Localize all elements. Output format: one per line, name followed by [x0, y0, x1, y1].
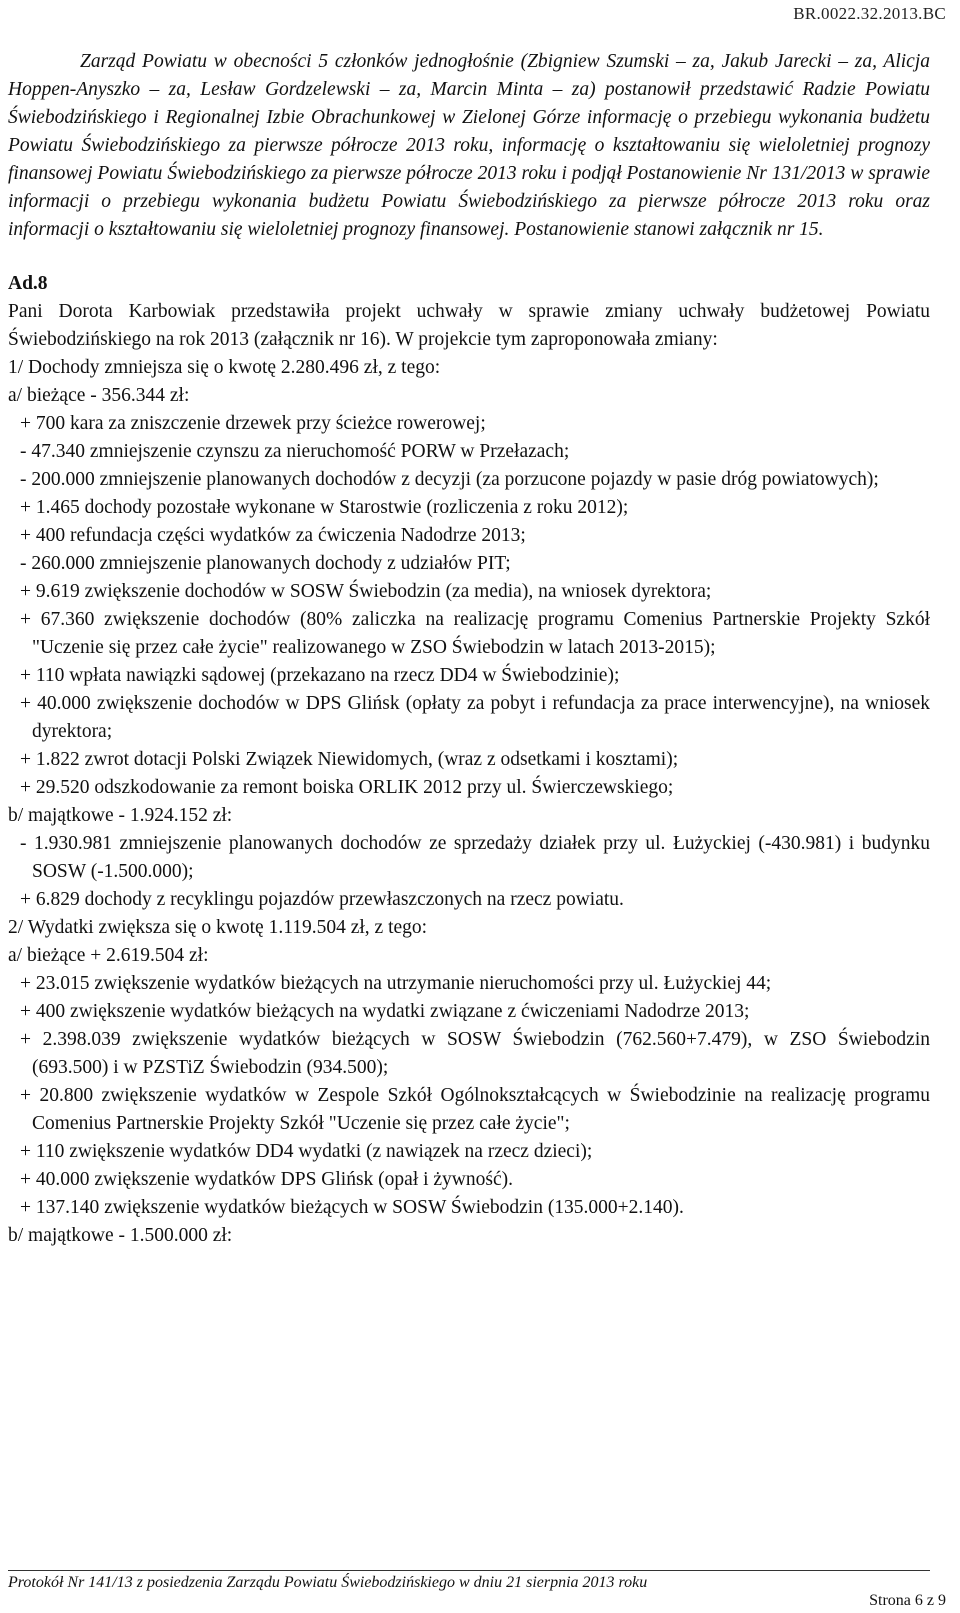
list-item: + 137.140 zwiększenie wydatków bieżących w SOSW Świebodzin (135.000+2.140).: [20, 1197, 684, 1218]
expense-current-title: a/ bieżące + 2.619.504 zł:: [8, 945, 209, 966]
section-heading-ad8: Ad.8: [8, 273, 48, 294]
list-item: + 400 refundacja części wydatków za ćwiczenia Nadodrze 2013;: [20, 525, 526, 546]
footer-text: Protokół Nr 141/13 z posiedzenia Zarządu Powiatu Świebodzińskiego w dniu 21 sierpnia 2013 roku: [8, 1574, 648, 1591]
expense-current-list: [8, 970, 930, 1222]
expense-title: 2/ Wydatki zwiększa się o kwotę 1.119.504 zł, z tego:: [8, 917, 428, 938]
list-item: + 1.465 dochody pozostałe wykonane w Starostwie (rozliczenia z roku 2012);: [20, 497, 629, 518]
list-item: + 700 kara za zniszczenie drzewek przy ścieżce rowerowej;: [20, 413, 486, 434]
list-item: + 1.822 zwrot dotacji Polski Związek Niewidomych, (wraz z odsetkami i kosztami);: [20, 749, 679, 770]
list-item: - 1.930.981 zmniejszenie planowanych dochodów ze sprzedaży działek przy ul. Łużyckiej (-430.981) i budynku SOSW (-1.500.000);: [20, 833, 930, 882]
list-item: + 40.000 zwiększenie dochodów w DPS Glińsk (opłaty za pobyt i refundacja za prace interwencyjne), na wniosek dyrektora;: [20, 693, 930, 742]
income-current-list: [8, 410, 930, 802]
list-item: + 110 wpłata nawiązki sądowej (przekazano na rzecz DD4 w Świebodzinie);: [20, 665, 620, 686]
expense-property-title: b/ majątkowe - 1.500.000 zł:: [8, 1225, 233, 1246]
list-item: + 110 zwiększenie wydatków DD4 wydatki (z nawiązek na rzecz dzieci);: [20, 1141, 593, 1162]
document-code: BR.0022.32.2013.BC: [793, 4, 946, 23]
intro-paragraph: Zarząd Powiatu w obecności 5 członków jednogłośnie (Zbigniew Szumski – za, Jakub Jarecki – za, Alicja Hoppen-Anyszko – za, Lesław Gordzelewski – za, Marcin Minta – za) postanowił przedstawić Radzie Powiatu Świebodzińskiego i Regionalnej Izbie Obrachunkowej w Zielonej Górze informację o przebiegu wykonania budżetu Powiatu Świebodzińskiego za pierwsze półrocze 2013 roku, informację o kształtowaniu się wieloletniej prognozy finansowej Powiatu Świebodzińskiego za pierwsze półrocze 2013 roku i podjął Postanowienie Nr 131/2013 w sprawie informacji o przebiegu wykonania budżetu Powiatu Świebodzińskiego za pierwsze półrocze 2013 roku oraz informacji o kształtowaniu się wieloletniej prognozy finansowej. Postanowienie stanowi załącznik nr 15.: [8, 51, 930, 240]
income-title: 1/ Dochody zmniejsza się o kwotę 2.280.496 zł, z tego:: [8, 357, 441, 378]
list-item: - 200.000 zmniejszenie planowanych dochodów z decyzji (za porzucone pojazdy w pasie dróg powiatowych);: [20, 469, 879, 490]
list-item: - 260.000 zmniejszenie planowanych dochody z udziałów PIT;: [20, 553, 511, 574]
list-item: + 400 zwiększenie wydatków bieżących na wydatki związane z ćwiczeniami Nadodrze 2013;: [20, 1001, 750, 1022]
list-item: + 2.398.039 zwiększenie wydatków bieżących w SOSW Świebodzin (762.560+7.479), w ZSO Świebodzin (693.500) i w PZSTiZ Świebodzin (934.500);: [20, 1029, 930, 1078]
list-item: - 47.340 zmniejszenie czynszu za nieruchomość PORW w Przełazach;: [20, 441, 570, 462]
list-item: + 40.000 zwiększenie wydatków DPS Glińsk (opał i żywność).: [20, 1169, 514, 1190]
list-item: + 29.520 odszkodowanie za remont boiska ORLIK 2012 przy ul. Świerczewskiego;: [20, 777, 674, 798]
ad8-intro: Pani Dorota Karbowiak przedstawiła projekt uchwały w sprawie zmiany uchwały budżetowej Powiatu Świebodzińskiego na rok 2013 (załącznik nr 16). W projekcie tym zaproponowała zmiany:: [8, 301, 930, 350]
income-property-title: b/ majątkowe - 1.924.152 zł:: [8, 805, 233, 826]
footer-divider: [8, 1570, 930, 1571]
list-item: + 23.015 zwiększenie wydatków bieżących na utrzymanie nieruchomości przy ul. Łużyckiej 44;: [20, 973, 772, 994]
income-property-list: [8, 830, 930, 914]
list-item: + 6.829 dochody z recyklingu pojazdów przewłaszczonych na rzecz powiatu.: [20, 889, 624, 910]
list-item: + 67.360 zwiększenie dochodów (80% zaliczka na realizację programu Comenius Partnerskie Projekty Szkół "Uczenie się przez całe życie" realizowanego w ZSO Świebodzin w latach 2013-2015);: [20, 609, 930, 658]
list-item: + 9.619 zwiększenie dochodów w SOSW Świebodzin (za media), na wniosek dyrektora;: [20, 581, 712, 602]
document-page: [8, 48, 930, 1250]
page-number: Strona 6 z 9: [869, 1592, 946, 1609]
list-item: + 20.800 zwiększenie wydatków w Zespole Szkół Ogólnokształcących w Świebodzinie na realizację programu Comenius Partnerskie Projekty Szkół "Uczenie się przez całe życie";: [20, 1085, 930, 1134]
income-current-title: a/ bieżące - 356.344 zł:: [8, 385, 190, 406]
